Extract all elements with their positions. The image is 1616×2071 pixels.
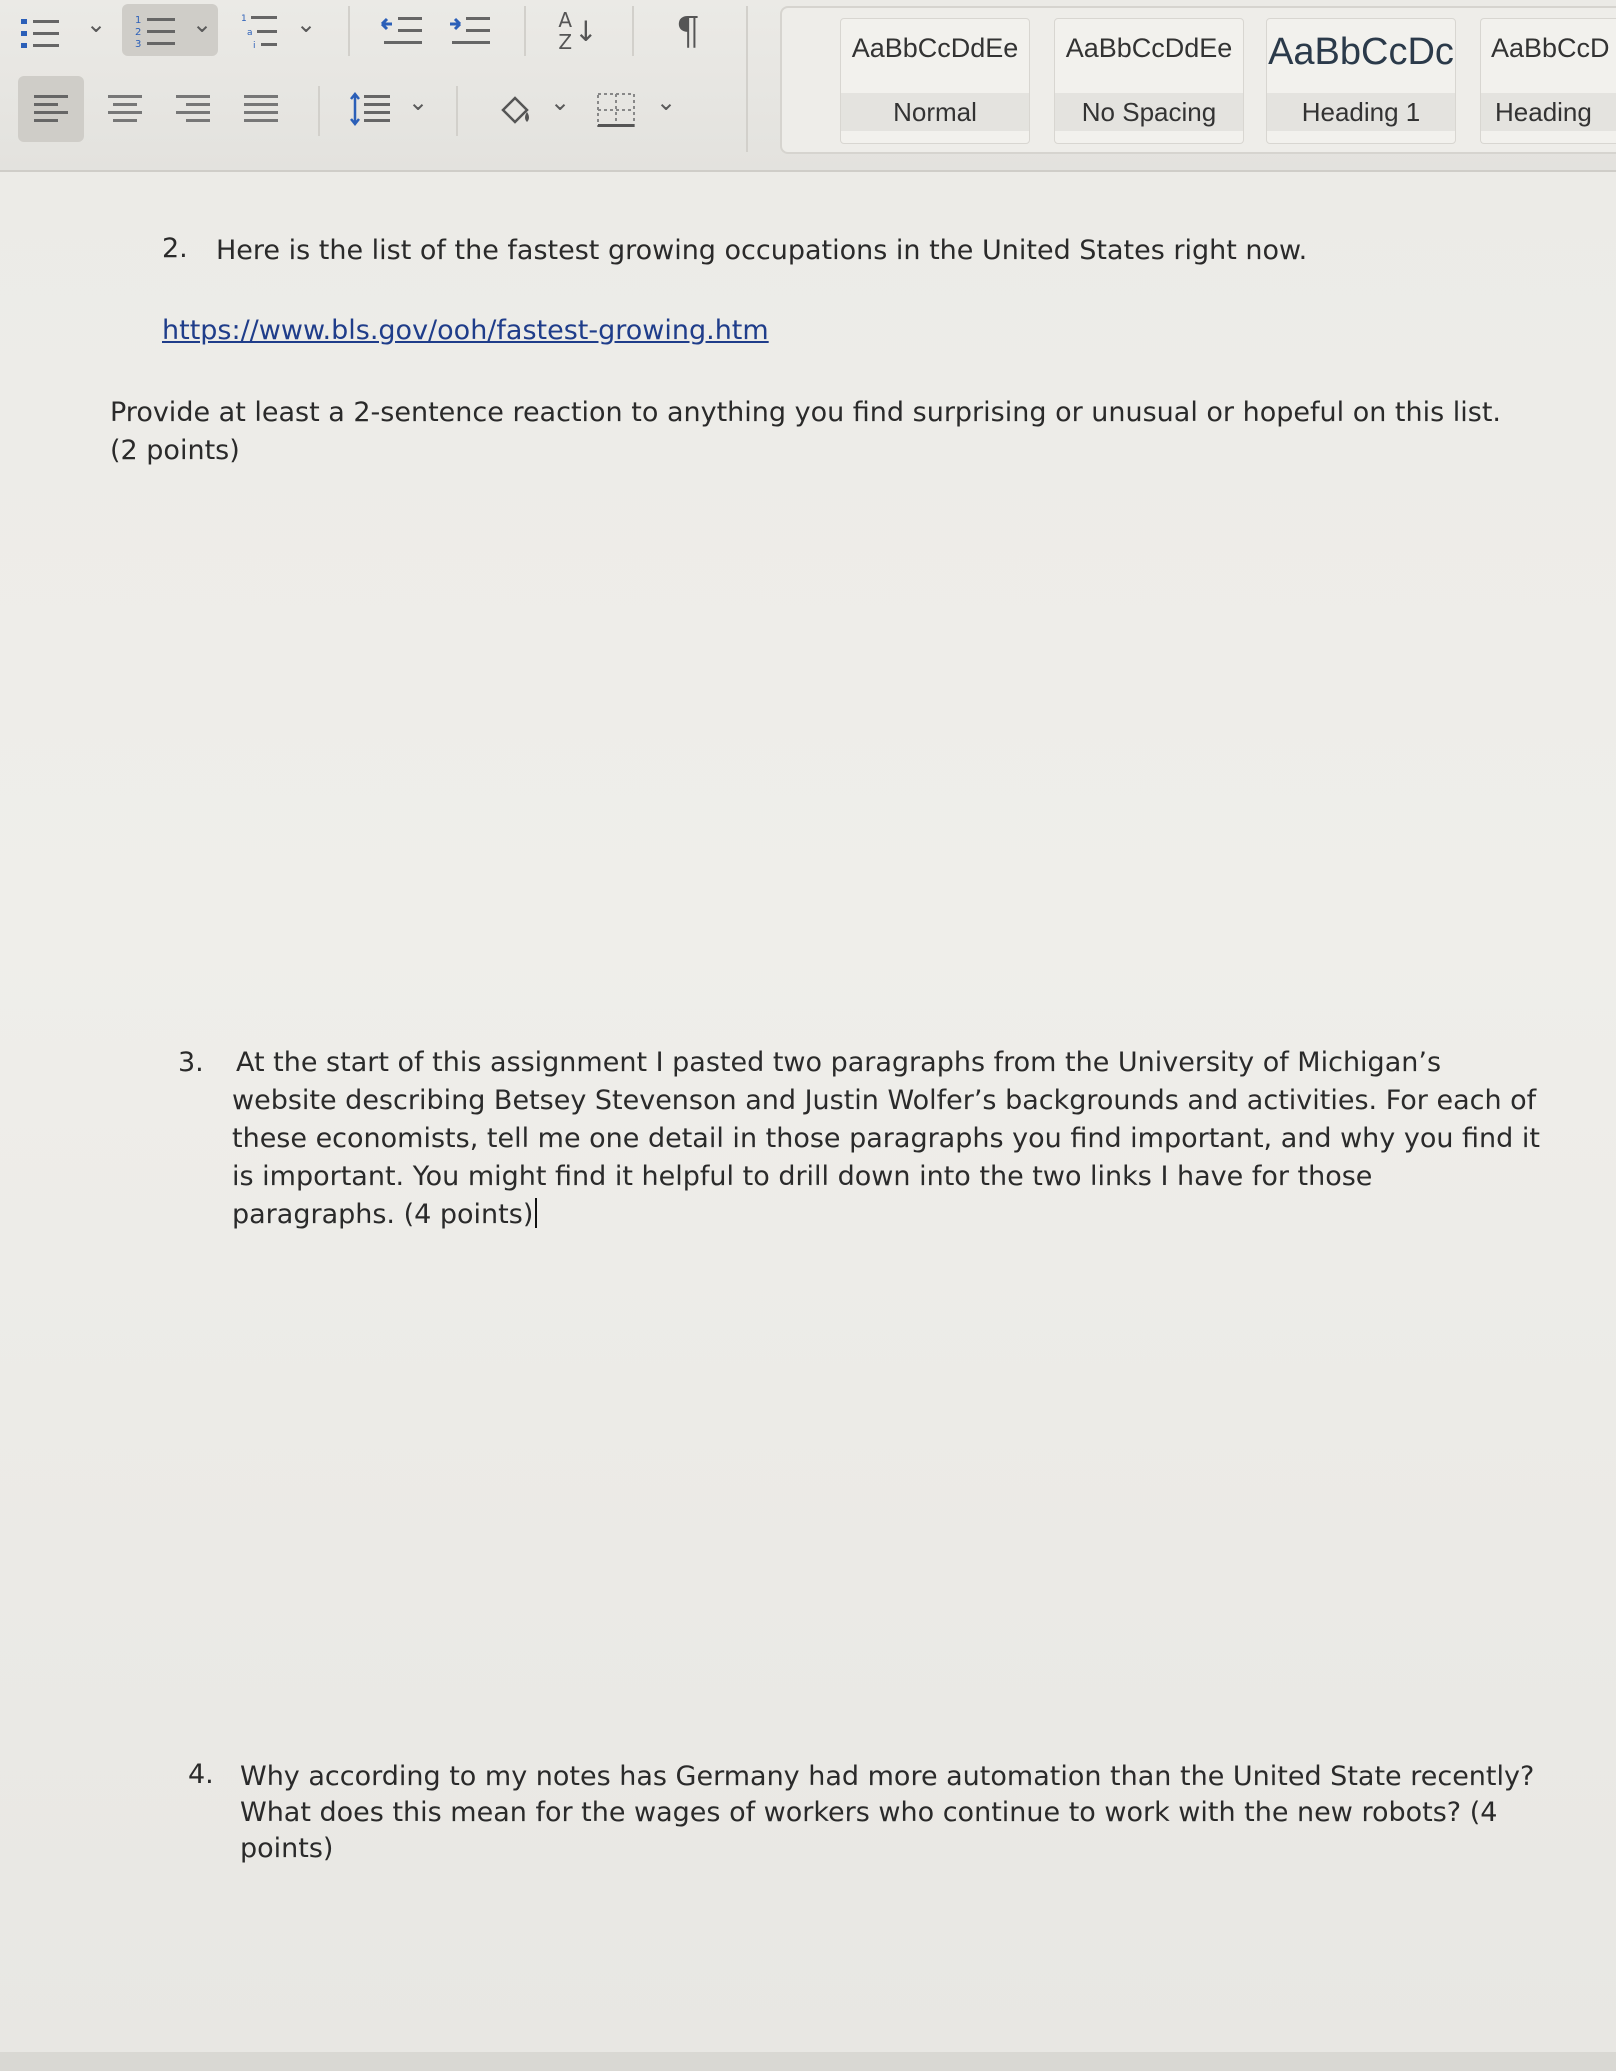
toolbar-separator [746, 6, 748, 152]
sort-letter-z: Z [558, 30, 573, 54]
toolbar-separator [318, 86, 320, 136]
question-prompt-points: (2 points) [110, 435, 240, 466]
question-text-line: At the start of this assignment I pasted two paragraphs from the University of Michigan’s [236, 1047, 1442, 1078]
question-number: 4. [188, 1759, 214, 1790]
toolbar-separator [348, 6, 350, 56]
question-text-line: Why according to my notes has Germany had more automation than the United State recently? [240, 1761, 1535, 1792]
pilcrow-glyph: ¶ [675, 9, 701, 53]
align-right-icon[interactable] [164, 82, 222, 136]
chevron-down-icon[interactable]: ⌄ [408, 88, 429, 116]
bullet-list-icon[interactable] [6, 8, 76, 58]
question-text-line: is important. You might find it helpful to drill down into the two links I have for those [232, 1161, 1373, 1192]
question-text-line: points) [240, 1833, 334, 1864]
question-number: 2. [162, 233, 188, 264]
svg-text:a: a [247, 28, 253, 38]
numbered-list-icon[interactable] [126, 8, 188, 54]
pilcrow-icon[interactable] [660, 4, 716, 58]
borders-icon[interactable] [588, 84, 644, 136]
toolbar-separator [632, 6, 634, 56]
styles-gallery [780, 6, 1616, 154]
question-prompt: Provide at least a 2-sentence reaction to anything you find surprising or unusual or hopeful on this list. [110, 397, 1502, 428]
toolbar-separator [524, 6, 526, 56]
question-text-line: What does this mean for the wages of workers who continue to work with the new robots? (4 [240, 1797, 1498, 1828]
shading-icon[interactable] [488, 84, 544, 136]
style-label: No Spacing [1055, 93, 1243, 131]
chevron-down-icon[interactable]: ⌄ [550, 88, 571, 116]
style-label: Normal [841, 93, 1029, 131]
style-sample: AaBbCcDdEe [851, 33, 1019, 63]
svg-text:2: 2 [135, 27, 142, 38]
ribbon [0, 0, 1616, 172]
align-center-icon[interactable] [96, 82, 154, 136]
svg-text:3: 3 [135, 39, 142, 50]
style-normal[interactable] [840, 18, 1030, 144]
question-text-line-last [232, 1196, 537, 1234]
question-text-line: these economists, tell me one detail in those paragraphs you find important, and why you find it [232, 1123, 1540, 1154]
style-heading-1[interactable] [1266, 18, 1456, 144]
style-sample: AaBbCcDdEe [1065, 33, 1233, 63]
multilevel-list-icon[interactable] [228, 8, 290, 54]
increase-indent-icon[interactable] [440, 8, 500, 54]
question-number: 3. [178, 1047, 204, 1078]
chevron-down-icon[interactable]: ⌄ [296, 10, 317, 38]
style-no-spacing[interactable] [1054, 18, 1244, 144]
svg-text:1: 1 [241, 14, 247, 24]
style-label: Heading [1481, 93, 1616, 131]
bls-link[interactable] [162, 312, 769, 350]
sort-letter-a: A [558, 8, 573, 32]
status-bar-edge [0, 2052, 1616, 2071]
svg-text:i: i [253, 41, 256, 51]
line-spacing-icon[interactable] [342, 82, 400, 136]
style-label: Heading 1 [1267, 93, 1455, 131]
decrease-indent-icon[interactable] [372, 8, 432, 54]
style-sample: AaBbCcD [1491, 33, 1610, 63]
text-cursor [535, 1198, 537, 1228]
toolbar-separator [456, 86, 458, 136]
justify-icon[interactable] [232, 82, 290, 136]
sort-az-icon[interactable] [548, 2, 608, 60]
style-heading-2[interactable] [1480, 18, 1616, 144]
question-text: Here is the list of the fastest growing occupations in the United States right now. [216, 235, 1308, 266]
chevron-down-icon[interactable]: ⌄ [86, 10, 107, 38]
question-text-line: website describing Betsey Stevenson and Justin Wolfer’s backgrounds and activities. For each of [232, 1085, 1537, 1116]
svg-text:1: 1 [135, 15, 142, 26]
align-left-icon[interactable] [22, 82, 80, 136]
question-text-line: paragraphs. (4 points) [232, 1199, 534, 1230]
document-page[interactable] [0, 172, 1616, 2052]
sort-arrow-icon: ↓ [574, 14, 598, 48]
bls-link-text[interactable]: https://www.bls.gov/ooh/fastest-growing.htm [162, 315, 769, 346]
style-sample: AaBbCcDc [1268, 31, 1454, 73]
chevron-down-icon[interactable]: ⌄ [192, 10, 213, 38]
chevron-down-icon[interactable]: ⌄ [656, 88, 677, 116]
